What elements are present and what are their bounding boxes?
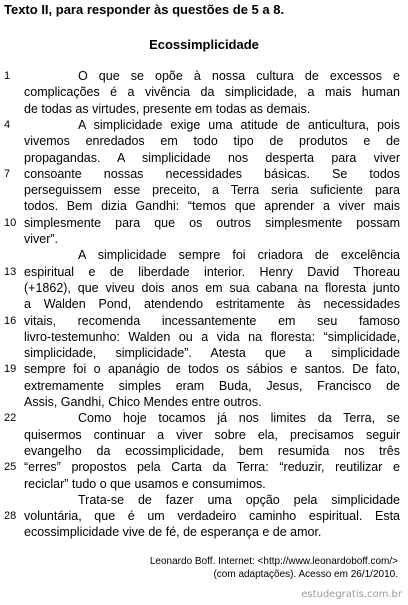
text-line: complicações é a vivência da simplicidade, a mais human [24,85,400,99]
text-line: Trata-se de fazer uma opção pela simplicidade [78,493,400,507]
source-citation-line-1: Leonardo Boff. Internet: <http://www.leonardoboff.com/> [149,556,398,567]
line-number: 25 [4,461,17,473]
text-line: A simplicidade exige uma atitude de anticultura, pois [78,118,400,132]
source-citation-line-2: (com adaptações). Acesso em 26/1/2010. [213,569,398,580]
site-watermark: estudegratis.com.br [301,589,402,600]
text-line: de todas as virtudes, presente em todas as demais. [24,102,311,116]
section-header: Texto II, para responder às questões de 5 a 8. [4,2,285,17]
line-number: 4 [4,119,11,131]
text-line: evangelho da ecossimplicidade, bem resumida nos três [24,444,400,458]
text-line: A simplicidade sempre foi criadora de excelência [78,248,400,262]
line-number: 19 [4,363,17,375]
text-line: livro-testemunho: Walden ou a vida na floresta: “simplicidade, [24,330,400,344]
text-line: voluntária, que é um verdadeiro caminho espiritual. Esta [24,509,400,523]
text-line: reciclar” tudo o que usamos e consumimos. [24,477,266,491]
text-line: perseguissem esse preceito, a Terra seria suficiente para [24,183,400,197]
text-line: extremamente simples eram Buda, Jesus, Francisco de [24,379,400,393]
text-line: propagandas. A simplicidade nos desperta para viver [24,151,400,165]
line-number: 1 [4,70,11,82]
text-line: espiritual e de liberdade interior. Henry David Thoreau [24,265,400,279]
text-line: simplicidade, simplicidade”. Atesta que a simplicidade [24,346,400,360]
line-number: 22 [4,412,17,424]
text-line: “erres” propostos pela Carta da Terra: “reduzir, reutilizar e [24,460,400,474]
text-line: consoante nossas necessidades básicas. Se todos [24,167,400,181]
text-line: Como hoje tocamos já nos limites da Terra, se [78,411,400,425]
text-line: ecossimplicidade vive de fé, de esperança e de amor. [24,525,322,539]
text-line: sempre foi o apanágio de todos os sábios e santos. De fato, [24,362,400,376]
line-number: 28 [4,510,17,522]
text-line: viver”. [24,232,59,246]
text-line: todos. Bem dizia Gandhi: “temos que aprender a viver mais [24,199,400,213]
line-number: 16 [4,315,17,327]
line-number: 10 [4,217,17,229]
line-number: 13 [4,266,17,278]
line-number: 7 [4,168,11,180]
text-title: Ecossimplicidade [149,37,259,52]
text-line: Assis, Gandhi, Chico Mendes entre outros. [24,395,262,409]
text-line: quisermos continuar a viver sobre ela, precisamos seguir [24,428,400,442]
text-line: vitais, recomenda incessantemente em seu famoso [24,314,400,328]
text-line: (+1862), que viveu dois anos em sua cabana na floresta junto [24,281,400,295]
text-line: a Walden Pond, atendendo estritamente às necessidades [24,297,400,311]
text-line: vivemos enredados em todo tipo de produtos e de [24,134,400,148]
text-line: O que se opõe à nossa cultura de excessos e [78,69,400,83]
text-line: simplesmente para que os outros simplesmente possam [24,216,400,230]
